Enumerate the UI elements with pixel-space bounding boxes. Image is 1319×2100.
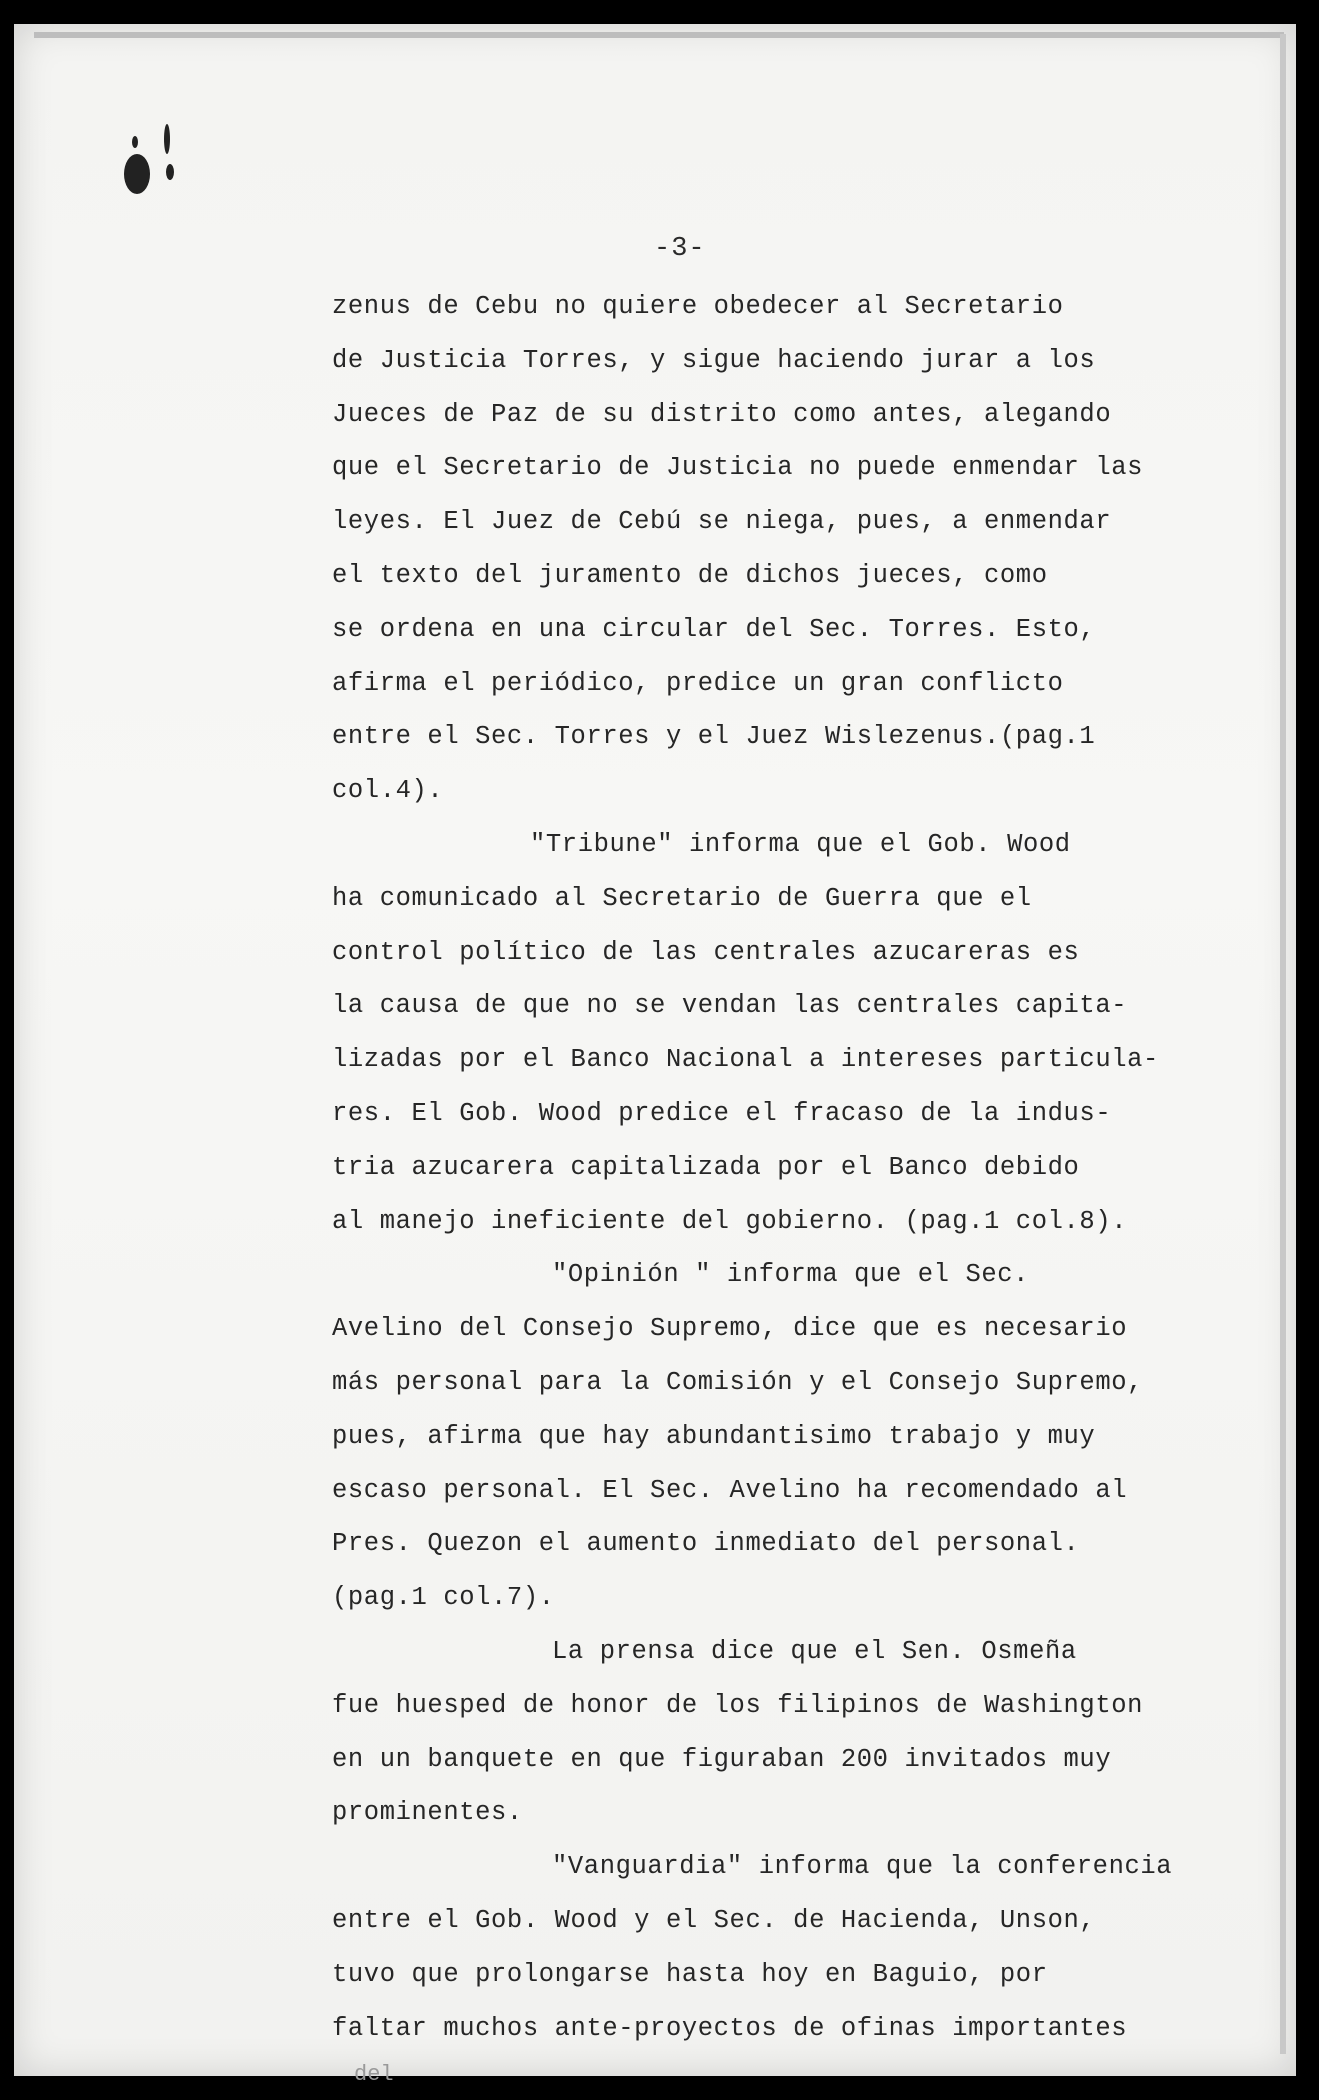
text-line: tuvo que prolongarse hasta hoy en Baguio, por — [332, 1959, 1048, 1989]
text-line: Pres. Quezon el aumento inmediato del personal. — [332, 1529, 1080, 1559]
text-line: prominentes. — [332, 1798, 523, 1828]
text-line: la causa de que no se vendan las centrales capita- — [332, 991, 1128, 1021]
text-line: ha comunicado al Secretario de Guerra que el — [332, 883, 1032, 913]
text-line: tria azucarera capitalizada por el Banco debido — [332, 1152, 1080, 1182]
text-line: que el Secretario de Justicia no puede enmendar las — [332, 453, 1144, 483]
text-line: pues, afirma que hay abundantisimo trabajo y muy — [332, 1421, 1096, 1451]
right-border — [1280, 34, 1286, 2054]
paragraph-start-line: "Tribune" informa que el Gob. Wood — [530, 829, 1071, 859]
text-line: más personal para la Comisión y el Consejo Supremo, — [332, 1367, 1144, 1397]
text-line: col.4). — [332, 776, 444, 806]
top-border — [34, 32, 1284, 38]
text-line: entre el Gob. Wood y el Sec. de Hacienda, Unson, — [332, 1905, 1096, 1935]
catchword: del — [354, 2062, 394, 2087]
ink-blot — [166, 164, 174, 180]
text-line: Avelino del Consejo Supremo, dice que es necesario — [332, 1314, 1128, 1344]
text-line: fue huesped de honor de los filipinos de Washington — [332, 1690, 1144, 1720]
text-line: al manejo ineficiente del gobierno. (pag.1 col.8). — [332, 1206, 1128, 1236]
text-line: entre el Sec. Torres y el Juez Wislezenus.(pag.1 — [332, 722, 1096, 752]
text-line: de Justicia Torres, y sigue haciendo jurar a los — [332, 345, 1096, 375]
typed-text-body — [332, 280, 1212, 2055]
ink-blot — [132, 136, 138, 148]
text-line: se ordena en una circular del Sec. Torres. Esto, — [332, 614, 1096, 644]
text-line: en un banquete en que figuraban 200 invitados muy — [332, 1744, 1112, 1774]
text-line: leyes. El Juez de Cebú se niega, pues, a enmendar — [332, 507, 1112, 537]
text-line: afirma el periódico, predice un gran conflicto — [332, 668, 1064, 698]
text-line: control político de las centrales azucareras es — [332, 937, 1080, 967]
paragraph-start-line: La prensa dice que el Sen. Osmeña — [552, 1636, 1077, 1666]
paragraph-start-line: "Opinión " informa que el Sec. — [552, 1260, 1030, 1290]
document-page — [14, 24, 1296, 2087]
text-line: res. El Gob. Wood predice el fracaso de la indus- — [332, 1098, 1112, 1128]
text-line: lizadas por el Banco Nacional a intereses particula- — [332, 1045, 1159, 1075]
text-line: zenus de Cebu no quiere obedecer al Secretario — [332, 292, 1064, 321]
text-line: Jueces de Paz de su distrito como antes, alegando — [332, 399, 1112, 429]
paragraph-start-line: "Vanguardia" informa que la conferencia — [552, 1852, 1173, 1882]
text-line: (pag.1 col.7). — [332, 1583, 555, 1613]
ink-blot — [124, 154, 150, 194]
text-line: escaso personal. El Sec. Avelino ha recomendado al — [332, 1475, 1128, 1505]
page-number: -3- — [654, 234, 706, 264]
text-line: faltar muchos ante-proyectos de ofinas importantes — [332, 2013, 1128, 2043]
text-line: el texto del juramento de dichos jueces, como — [332, 560, 1048, 590]
ink-blot — [164, 124, 170, 154]
